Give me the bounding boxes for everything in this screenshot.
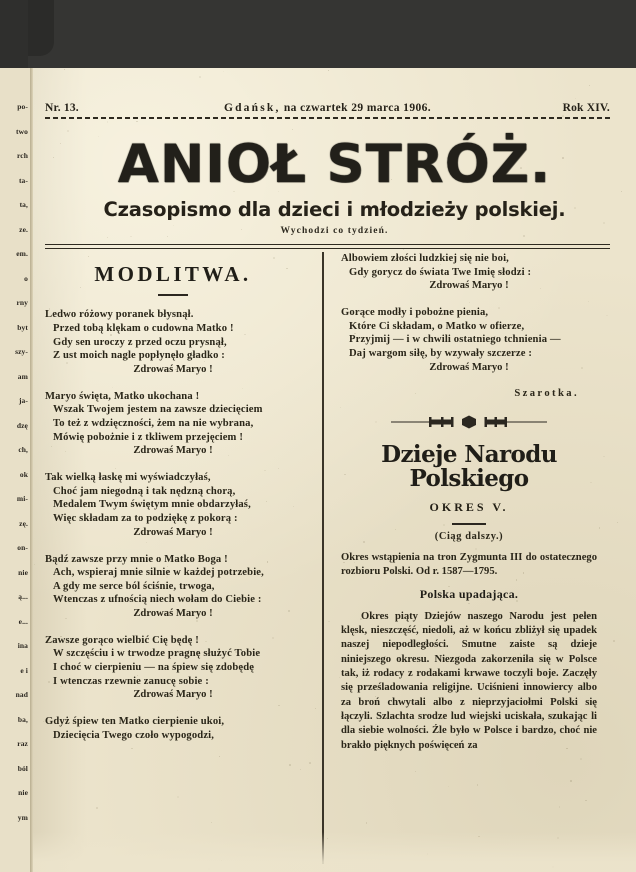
poem-stanza — [341, 306, 597, 374]
masthead — [45, 102, 610, 119]
poem-line: Gdy sen uroczy z przed oczu prysnął, — [53, 336, 227, 348]
poem-line: Z ust moich nagle popłynęło gładko : — [53, 350, 225, 362]
poem-refrain: Zdrowaś Maryo ! — [133, 607, 213, 619]
poem-refrain: Zdrowaś Maryo ! — [133, 445, 213, 457]
publication-date-text: na czwartek 29 marca 1906. — [283, 102, 432, 114]
facing-page-fragment: rny — [16, 298, 28, 307]
issue-number: Nr. 13. — [45, 102, 79, 114]
column-right — [341, 252, 597, 864]
article-rule — [452, 523, 486, 525]
poem-line: Gorące modły i pobożne pienia, — [341, 307, 489, 319]
facing-page-fragment: ch, — [18, 445, 28, 454]
facing-page-fragment: nie — [18, 567, 28, 577]
facing-page-sliver — [0, 68, 30, 872]
poem-line: I choć w cierpieniu — na śpiew się zdobędę — [53, 662, 255, 674]
poem-body-right — [341, 252, 597, 375]
publication-place: Gdańsk, — [223, 102, 281, 114]
poem-stanza — [45, 471, 301, 539]
scanner-gutter-top — [0, 0, 636, 68]
poem-line: Tak wielką łaskę mi wyświadczyłaś, — [45, 472, 211, 484]
scanner-gutter-corner — [28, 0, 54, 56]
poem-line: Przyjmij — i w chwili ostatniego tchnienia — — [349, 334, 561, 346]
facing-page-fragment: ą... — [18, 592, 28, 601]
facing-page-fragment: e i — [20, 665, 28, 675]
facing-page-fragment: ja- — [18, 396, 28, 405]
article-period-description: Okres wstąpienia na tron Zygmunta III do ostatecznego rozbioru Polski. Od r. 1587—1795. — [341, 552, 597, 578]
poem-refrain: Zdrowaś Maryo ! — [133, 363, 213, 375]
facing-page-fragment: am — [17, 371, 28, 381]
facing-page-fragment: ok — [19, 469, 28, 479]
poem-refrain: Zdrowaś Maryo ! — [133, 526, 213, 538]
facing-page-fragment: on- — [17, 543, 28, 552]
poem-refrain: Zdrowaś Maryo ! — [429, 361, 509, 373]
poem-stanza — [45, 553, 301, 621]
poem-line: A gdy me serce ból ściśnie, trwoga, — [53, 580, 215, 592]
facing-page-fragment: mi- — [16, 494, 28, 503]
volume-year: Rok XIV. — [562, 102, 610, 114]
facing-page-fragment: two — [16, 126, 28, 136]
poem-line: Maryo święta, Matko ukochana ! — [45, 390, 200, 402]
facing-page-fragment: nad — [15, 690, 28, 699]
poem-line: Mówię pobożnie i z tkliwem przejęciem ! — [53, 431, 244, 443]
poem-stanza — [45, 390, 301, 458]
facing-page-fragment: em. — [16, 249, 28, 258]
poem-line: Wtenczas z ufnością niech wołam do Ciebie : — [53, 594, 262, 606]
poem-line: Dziecięcia Twego czoło wypogodzi, — [53, 729, 215, 741]
facing-page-fragment: ba, — [17, 714, 28, 724]
facing-page-fragment: o — [24, 273, 28, 283]
article-continued-note: (Ciąg dalszy.) — [434, 531, 504, 543]
poem-line: Bądź zawsze przy mnie o Matko Boga ! — [45, 553, 228, 565]
facing-page-fragment: ból — [17, 763, 28, 773]
poem-line: Albowiem złości ludzkiej się nie boi, — [341, 253, 509, 264]
poem-line: Daj wargom siłę, by wzywały szczerze : — [349, 347, 533, 359]
poem-heading: MODLITWA. — [94, 262, 252, 286]
facing-page-fragment: ze. — [19, 224, 28, 234]
facing-page-fragment: ta, — [19, 200, 28, 209]
article-columns — [45, 252, 610, 864]
poem-line: Medalem Twym świętym mnie obdarzyłaś, — [53, 499, 251, 511]
newspaper-page — [33, 68, 636, 872]
publication-date — [135, 102, 520, 114]
facing-page-fragment: dzę — [16, 420, 28, 430]
facing-page-fragment: ina — [17, 641, 28, 650]
facing-page-fragment: po- — [17, 102, 28, 111]
facing-page-fragment: byt — [17, 322, 28, 332]
poem-line: Więc składam za to podziękę z pokorą : — [53, 512, 238, 524]
ornament-icon — [389, 415, 549, 429]
article-body-text: Okres piąty Dziejów naszego Narodu jest pełen klęsk, nieszczęść, niedoli, aż w końcu zbliżył się upadek naszej niepodległości. Smutne zaiste są dzieje niniejszego okresu. Niezgoda zakorzeniła się w Polsce tak, iż rodacy z rodakami krwawe toczyli boje. Zaczęły się prześladowania religijne. Uciśnieni innowiercy albo za broń chwytali albo z nieprzyjaciołmi Polski się łączyli. Szlachta srodze lud wiejski uciskała, szukając li dla siebie wolności. Źle było w Polsce i bardzo, choć nie brakło pięknych poświęceń za — [341, 610, 597, 751]
poem-stanza — [45, 634, 301, 702]
article-subtitle: OKRES V. — [429, 499, 509, 514]
page-tagline: Wychodzi co tydzień. — [280, 226, 389, 236]
facing-page-fragment: ta- — [18, 175, 28, 185]
poem-line: W szczęściu i w trwodze pragnę służyć Tobie — [53, 648, 261, 660]
page-title: ANIOŁ STRÓŻ. — [117, 134, 552, 195]
facing-page-fragment: ym — [17, 812, 28, 822]
poem-line: Gdyż śpiew ten Matko cierpienie ukoi, — [45, 716, 225, 728]
poem-stanza — [45, 715, 301, 742]
facing-page-fragment: nie — [18, 788, 28, 797]
poem-heading-rule — [158, 294, 188, 296]
column-left — [45, 252, 301, 864]
header-divider-rule — [45, 244, 610, 249]
article-section-heading: Polska upadająca. — [419, 586, 519, 601]
facing-page-fragment: e... — [18, 616, 28, 626]
article-title: Dzieje Narodu Polskiego — [381, 440, 557, 492]
page-subtitle: Czasopismo dla dzieci i młodzieży polskiej. — [103, 198, 566, 221]
poem-line: Ach, wspieraj mnie silnie w każdej potrzebie, — [53, 567, 264, 579]
poem-line: Ledwo różowy poranek błysnął. — [45, 309, 194, 321]
poem-line: To też z wdzięczności, żem na nie wybrana, — [53, 417, 254, 429]
poem-refrain: Zdrowaś Maryo ! — [429, 280, 509, 292]
ornament-divider — [341, 415, 597, 429]
poem-line: Które Ci składam, o Matko w ofierze, — [349, 320, 525, 332]
poem-line: Zawsze gorąco wielbić Cię będę ! — [45, 634, 199, 646]
poem-line: Wszak Twojem jestem na zawsze dziecięciem — [53, 404, 263, 416]
facing-page-fragment: szy- — [15, 347, 28, 356]
poem-body-left — [45, 308, 301, 742]
poem-line: I wtenczas rzewnie zanucę sobie : — [53, 675, 209, 687]
masthead-rule — [45, 117, 610, 119]
facing-page-fragment: zę. — [19, 518, 28, 528]
column-divider — [322, 252, 324, 864]
facing-page-fragment: rch — [17, 151, 28, 160]
poem-signature: Szarotka. — [514, 387, 579, 399]
poem-stanza — [45, 308, 301, 376]
poem-line: Choć jam niegodną i tak nędzną chorą, — [53, 485, 236, 497]
poem-line: Przed tobą klękam o cudowna Matko ! — [53, 322, 234, 334]
facing-page-fragment: raz — [17, 739, 28, 748]
poem-refrain: Zdrowaś Maryo ! — [133, 689, 213, 701]
poem-stanza — [341, 252, 597, 293]
poem-line: Gdy gorycz do świata Twe Imię słodzi : — [349, 266, 532, 278]
